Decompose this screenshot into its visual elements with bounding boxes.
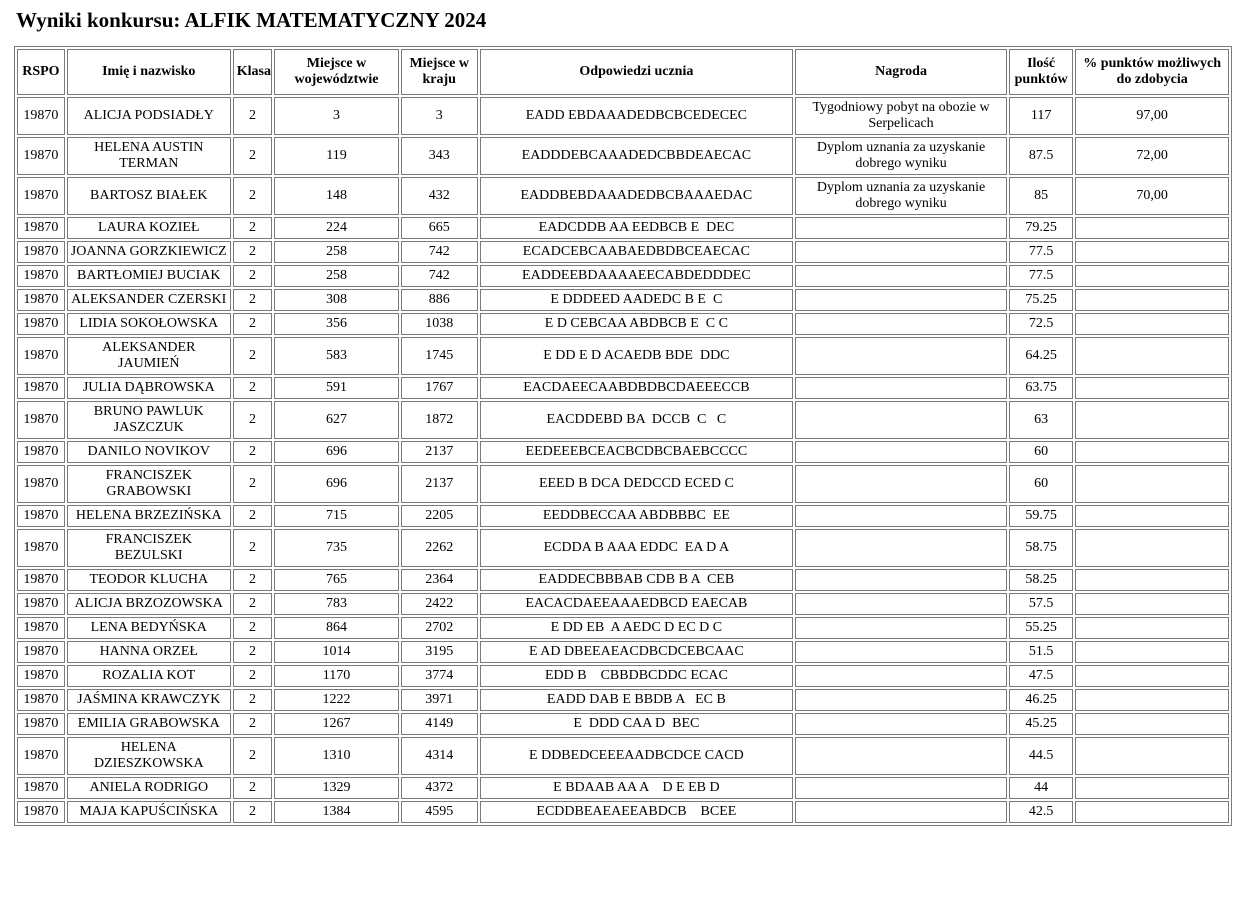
cell-points: 72.5	[1009, 313, 1073, 335]
column-header: Ilość punktów	[1009, 49, 1073, 95]
cell-award	[795, 465, 1007, 503]
cell-place-voivodeship: 258	[274, 265, 399, 287]
cell-place-voivodeship: 1329	[274, 777, 399, 799]
cell-points: 55.25	[1009, 617, 1073, 639]
cell-percent	[1075, 801, 1229, 823]
cell-rspo: 19870	[17, 441, 65, 463]
cell-answers: E DDBEDCEEEAADBCDCE CACD	[480, 737, 794, 775]
cell-name: BARTOSZ BIAŁEK	[67, 177, 231, 215]
column-header: % punktów możliwych do zdobycia	[1075, 49, 1229, 95]
cell-percent	[1075, 377, 1229, 399]
cell-points: 117	[1009, 97, 1073, 135]
cell-award	[795, 777, 1007, 799]
cell-klasa: 2	[233, 441, 272, 463]
cell-klasa: 2	[233, 505, 272, 527]
cell-award	[795, 713, 1007, 735]
cell-klasa: 2	[233, 465, 272, 503]
cell-klasa: 2	[233, 737, 272, 775]
table-row	[17, 313, 1229, 335]
cell-place-voivodeship: 1384	[274, 801, 399, 823]
column-header: Miejsce w kraju	[401, 49, 478, 95]
cell-place-voivodeship: 308	[274, 289, 399, 311]
table-row	[17, 689, 1229, 711]
cell-points: 75.25	[1009, 289, 1073, 311]
table-row	[17, 289, 1229, 311]
cell-points: 44.5	[1009, 737, 1073, 775]
cell-place-voivodeship: 1267	[274, 713, 399, 735]
cell-rspo: 19870	[17, 689, 65, 711]
cell-place-voivodeship: 1310	[274, 737, 399, 775]
cell-place-country: 1745	[401, 337, 478, 375]
cell-place-country: 4372	[401, 777, 478, 799]
cell-name: HANNA ORZEŁ	[67, 641, 231, 663]
cell-rspo: 19870	[17, 529, 65, 567]
cell-award	[795, 377, 1007, 399]
table-row	[17, 465, 1229, 503]
cell-award	[795, 401, 1007, 439]
cell-percent	[1075, 529, 1229, 567]
cell-percent: 72,00	[1075, 137, 1229, 175]
cell-rspo: 19870	[17, 465, 65, 503]
table-row	[17, 441, 1229, 463]
cell-points: 79.25	[1009, 217, 1073, 239]
cell-place-voivodeship: 765	[274, 569, 399, 591]
cell-award	[795, 441, 1007, 463]
cell-points: 47.5	[1009, 665, 1073, 687]
cell-place-voivodeship: 783	[274, 593, 399, 615]
cell-name: JOANNA GORZKIEWICZ	[67, 241, 231, 263]
cell-award: Dyplom uznania za uzyskanie dobrego wyniku	[795, 177, 1007, 215]
cell-answers: ECDDBEAEAEEABDCB BCEE	[480, 801, 794, 823]
cell-rspo: 19870	[17, 737, 65, 775]
table-row	[17, 665, 1229, 687]
column-header: RSPO	[17, 49, 65, 95]
column-header: Klasa	[233, 49, 272, 95]
table-row	[17, 569, 1229, 591]
cell-name: MAJA KAPUŚCIŃSKA	[67, 801, 231, 823]
cell-place-voivodeship: 627	[274, 401, 399, 439]
cell-points: 77.5	[1009, 265, 1073, 287]
cell-place-country: 2262	[401, 529, 478, 567]
cell-place-country: 886	[401, 289, 478, 311]
cell-name: ROZALIA KOT	[67, 665, 231, 687]
cell-percent	[1075, 569, 1229, 591]
cell-place-voivodeship: 258	[274, 241, 399, 263]
cell-klasa: 2	[233, 641, 272, 663]
cell-name: ALICJA BRZOZOWSKA	[67, 593, 231, 615]
cell-klasa: 2	[233, 617, 272, 639]
cell-award: Dyplom uznania za uzyskanie dobrego wyniku	[795, 137, 1007, 175]
cell-points: 60	[1009, 441, 1073, 463]
cell-award	[795, 217, 1007, 239]
cell-award	[795, 641, 1007, 663]
table-row	[17, 529, 1229, 567]
cell-answers: ECADCEBCAABAEDBDBCEAECAC	[480, 241, 794, 263]
header-row	[17, 49, 1229, 95]
cell-answers: EADDBEBDAAADEDBCBAAAEDAC	[480, 177, 794, 215]
cell-klasa: 2	[233, 377, 272, 399]
table-row	[17, 801, 1229, 823]
cell-place-country: 665	[401, 217, 478, 239]
cell-place-country: 3	[401, 97, 478, 135]
cell-points: 85	[1009, 177, 1073, 215]
cell-percent: 97,00	[1075, 97, 1229, 135]
cell-klasa: 2	[233, 689, 272, 711]
cell-place-country: 4149	[401, 713, 478, 735]
cell-answers: EACDDEBD BA DCCB C C	[480, 401, 794, 439]
cell-percent	[1075, 441, 1229, 463]
cell-place-voivodeship: 591	[274, 377, 399, 399]
cell-rspo: 19870	[17, 313, 65, 335]
cell-place-voivodeship: 696	[274, 465, 399, 503]
cell-klasa: 2	[233, 217, 272, 239]
cell-award	[795, 529, 1007, 567]
table-row	[17, 337, 1229, 375]
column-header: Odpowiedzi ucznia	[480, 49, 794, 95]
cell-place-country: 1872	[401, 401, 478, 439]
results-table-body	[17, 97, 1229, 823]
cell-place-voivodeship: 224	[274, 217, 399, 239]
cell-answers: E DDD CAA D BEC	[480, 713, 794, 735]
cell-award	[795, 665, 1007, 687]
cell-place-country: 343	[401, 137, 478, 175]
cell-place-country: 2702	[401, 617, 478, 639]
cell-award	[795, 313, 1007, 335]
cell-place-country: 4595	[401, 801, 478, 823]
cell-rspo: 19870	[17, 801, 65, 823]
cell-percent	[1075, 665, 1229, 687]
cell-percent: 70,00	[1075, 177, 1229, 215]
cell-place-voivodeship: 735	[274, 529, 399, 567]
cell-award	[795, 617, 1007, 639]
cell-place-voivodeship: 864	[274, 617, 399, 639]
cell-name: DANILO NOVIKOV	[67, 441, 231, 463]
cell-answers: EACACDAEEAAAEDBCD EAECAB	[480, 593, 794, 615]
cell-answers: EDD B CBBDBCDDC ECAC	[480, 665, 794, 687]
cell-percent	[1075, 737, 1229, 775]
cell-percent	[1075, 689, 1229, 711]
cell-answers: E DD E D ACAEDB BDE DDC	[480, 337, 794, 375]
cell-answers: E D CEBCAA ABDBCB E C C	[480, 313, 794, 335]
table-row	[17, 593, 1229, 615]
cell-name: ALEKSANDER CZERSKI	[67, 289, 231, 311]
cell-answers: EADDDEBCAAADEDCBBDEAECAC	[480, 137, 794, 175]
cell-points: 46.25	[1009, 689, 1073, 711]
cell-name: LENA BEDYŃSKA	[67, 617, 231, 639]
cell-place-voivodeship: 3	[274, 97, 399, 135]
table-row	[17, 617, 1229, 639]
cell-points: 45.25	[1009, 713, 1073, 735]
cell-points: 51.5	[1009, 641, 1073, 663]
cell-name: LAURA KOZIEŁ	[67, 217, 231, 239]
cell-klasa: 2	[233, 777, 272, 799]
cell-answers: EADD EBDAAADEDBCBCEDECEC	[480, 97, 794, 135]
table-row	[17, 505, 1229, 527]
cell-answers: E AD DBEEAEACDBCDCEBCAAC	[480, 641, 794, 663]
cell-klasa: 2	[233, 177, 272, 215]
cell-name: HELENA DZIESZKOWSKA	[67, 737, 231, 775]
cell-rspo: 19870	[17, 217, 65, 239]
cell-rspo: 19870	[17, 617, 65, 639]
table-row	[17, 737, 1229, 775]
cell-name: ANIELA RODRIGO	[67, 777, 231, 799]
cell-name: JAŚMINA KRAWCZYK	[67, 689, 231, 711]
cell-klasa: 2	[233, 529, 272, 567]
cell-percent	[1075, 593, 1229, 615]
cell-rspo: 19870	[17, 337, 65, 375]
cell-award	[795, 801, 1007, 823]
cell-points: 42.5	[1009, 801, 1073, 823]
cell-name: BARTŁOMIEJ BUCIAK	[67, 265, 231, 287]
column-header: Miejsce w województwie	[274, 49, 399, 95]
cell-award	[795, 505, 1007, 527]
cell-rspo: 19870	[17, 289, 65, 311]
cell-place-voivodeship: 1170	[274, 665, 399, 687]
cell-answers: E DDDEED AADEDC B E C	[480, 289, 794, 311]
cell-name: EMILIA GRABOWSKA	[67, 713, 231, 735]
cell-points: 60	[1009, 465, 1073, 503]
cell-percent	[1075, 337, 1229, 375]
cell-place-voivodeship: 583	[274, 337, 399, 375]
cell-answers: EEDEEEBCEACBCDBCBAEBCCCC	[480, 441, 794, 463]
cell-answers: EADCDDB AA EEDBCB E DEC	[480, 217, 794, 239]
cell-rspo: 19870	[17, 401, 65, 439]
cell-award: Tygodniowy pobyt na obozie w Serpelicach	[795, 97, 1007, 135]
cell-place-country: 4314	[401, 737, 478, 775]
cell-rspo: 19870	[17, 241, 65, 263]
cell-rspo: 19870	[17, 713, 65, 735]
cell-name: JULIA DĄBROWSKA	[67, 377, 231, 399]
cell-klasa: 2	[233, 313, 272, 335]
cell-rspo: 19870	[17, 177, 65, 215]
cell-klasa: 2	[233, 401, 272, 439]
cell-award	[795, 689, 1007, 711]
column-header: Nagroda	[795, 49, 1007, 95]
cell-place-country: 2422	[401, 593, 478, 615]
cell-answers: EEDDBECCAA ABDBBBC EE	[480, 505, 794, 527]
cell-percent	[1075, 313, 1229, 335]
cell-name: ALEKSANDER JAUMIEŃ	[67, 337, 231, 375]
cell-rspo: 19870	[17, 641, 65, 663]
cell-rspo: 19870	[17, 665, 65, 687]
cell-answers: E DD EB A AEDC D EC D C	[480, 617, 794, 639]
cell-percent	[1075, 465, 1229, 503]
cell-rspo: 19870	[17, 137, 65, 175]
cell-points: 44	[1009, 777, 1073, 799]
cell-name: HELENA BRZEZIŃSKA	[67, 505, 231, 527]
cell-place-voivodeship: 119	[274, 137, 399, 175]
cell-rspo: 19870	[17, 377, 65, 399]
cell-place-country: 3971	[401, 689, 478, 711]
cell-answers: EACDAEECAABDBDBCDAEEECCB	[480, 377, 794, 399]
cell-klasa: 2	[233, 801, 272, 823]
cell-place-country: 2137	[401, 465, 478, 503]
cell-name: HELENA AUSTIN TERMAN	[67, 137, 231, 175]
cell-percent	[1075, 265, 1229, 287]
cell-place-voivodeship: 1222	[274, 689, 399, 711]
cell-place-country: 1038	[401, 313, 478, 335]
table-row	[17, 97, 1229, 135]
table-row	[17, 377, 1229, 399]
cell-klasa: 2	[233, 337, 272, 375]
cell-points: 58.25	[1009, 569, 1073, 591]
table-row	[17, 641, 1229, 663]
cell-points: 63	[1009, 401, 1073, 439]
cell-points: 64.25	[1009, 337, 1073, 375]
cell-percent	[1075, 217, 1229, 239]
cell-answers: ECDDA B AAA EDDC EA D A	[480, 529, 794, 567]
cell-rspo: 19870	[17, 505, 65, 527]
cell-answers: EADDEEBDAAAAEECABDEDDDEC	[480, 265, 794, 287]
table-row	[17, 713, 1229, 735]
cell-points: 77.5	[1009, 241, 1073, 263]
cell-klasa: 2	[233, 289, 272, 311]
cell-award	[795, 265, 1007, 287]
cell-rspo: 19870	[17, 593, 65, 615]
cell-percent	[1075, 641, 1229, 663]
cell-place-voivodeship: 715	[274, 505, 399, 527]
cell-percent	[1075, 401, 1229, 439]
cell-percent	[1075, 289, 1229, 311]
cell-klasa: 2	[233, 593, 272, 615]
cell-percent	[1075, 505, 1229, 527]
table-row	[17, 265, 1229, 287]
cell-points: 57.5	[1009, 593, 1073, 615]
cell-rspo: 19870	[17, 265, 65, 287]
cell-award	[795, 593, 1007, 615]
table-row	[17, 177, 1229, 215]
cell-klasa: 2	[233, 241, 272, 263]
table-row	[17, 241, 1229, 263]
cell-place-voivodeship: 356	[274, 313, 399, 335]
cell-place-country: 742	[401, 241, 478, 263]
cell-klasa: 2	[233, 265, 272, 287]
cell-place-country: 1767	[401, 377, 478, 399]
cell-percent	[1075, 777, 1229, 799]
cell-place-country: 2137	[401, 441, 478, 463]
column-header: Imię i nazwisko	[67, 49, 231, 95]
cell-award	[795, 337, 1007, 375]
cell-place-country: 432	[401, 177, 478, 215]
cell-klasa: 2	[233, 713, 272, 735]
cell-percent	[1075, 713, 1229, 735]
cell-points: 58.75	[1009, 529, 1073, 567]
cell-name: TEODOR KLUCHA	[67, 569, 231, 591]
cell-name: ALICJA PODSIADŁY	[67, 97, 231, 135]
cell-name: BRUNO PAWLUK JASZCZUK	[67, 401, 231, 439]
table-row	[17, 217, 1229, 239]
cell-answers: EADDECBBBAB CDB B A CEB	[480, 569, 794, 591]
cell-place-voivodeship: 148	[274, 177, 399, 215]
cell-place-country: 742	[401, 265, 478, 287]
cell-place-voivodeship: 696	[274, 441, 399, 463]
cell-award	[795, 569, 1007, 591]
cell-place-country: 2364	[401, 569, 478, 591]
cell-klasa: 2	[233, 665, 272, 687]
cell-rspo: 19870	[17, 97, 65, 135]
cell-place-country: 2205	[401, 505, 478, 527]
cell-rspo: 19870	[17, 777, 65, 799]
cell-place-voivodeship: 1014	[274, 641, 399, 663]
cell-award	[795, 289, 1007, 311]
cell-points: 59.75	[1009, 505, 1073, 527]
cell-award	[795, 241, 1007, 263]
table-row	[17, 777, 1229, 799]
cell-percent	[1075, 617, 1229, 639]
cell-place-country: 3195	[401, 641, 478, 663]
cell-name: LIDIA SOKOŁOWSKA	[67, 313, 231, 335]
cell-rspo: 19870	[17, 569, 65, 591]
cell-place-country: 3774	[401, 665, 478, 687]
cell-points: 63.75	[1009, 377, 1073, 399]
cell-name: FRANCISZEK BEZULSKI	[67, 529, 231, 567]
cell-answers: EEED B DCA DEDCCD ECED C	[480, 465, 794, 503]
cell-klasa: 2	[233, 137, 272, 175]
table-row	[17, 401, 1229, 439]
cell-answers: EADD DAB E BBDB A EC B	[480, 689, 794, 711]
cell-award	[795, 737, 1007, 775]
cell-klasa: 2	[233, 97, 272, 135]
results-table	[14, 46, 1232, 826]
cell-points: 87.5	[1009, 137, 1073, 175]
cell-klasa: 2	[233, 569, 272, 591]
cell-percent	[1075, 241, 1229, 263]
page-title: Wyniki konkursu: ALFIK MATEMATYCZNY 2024	[16, 8, 487, 32]
table-row	[17, 137, 1229, 175]
cell-answers: E BDAAB AA A D E EB D	[480, 777, 794, 799]
cell-name: FRANCISZEK GRABOWSKI	[67, 465, 231, 503]
